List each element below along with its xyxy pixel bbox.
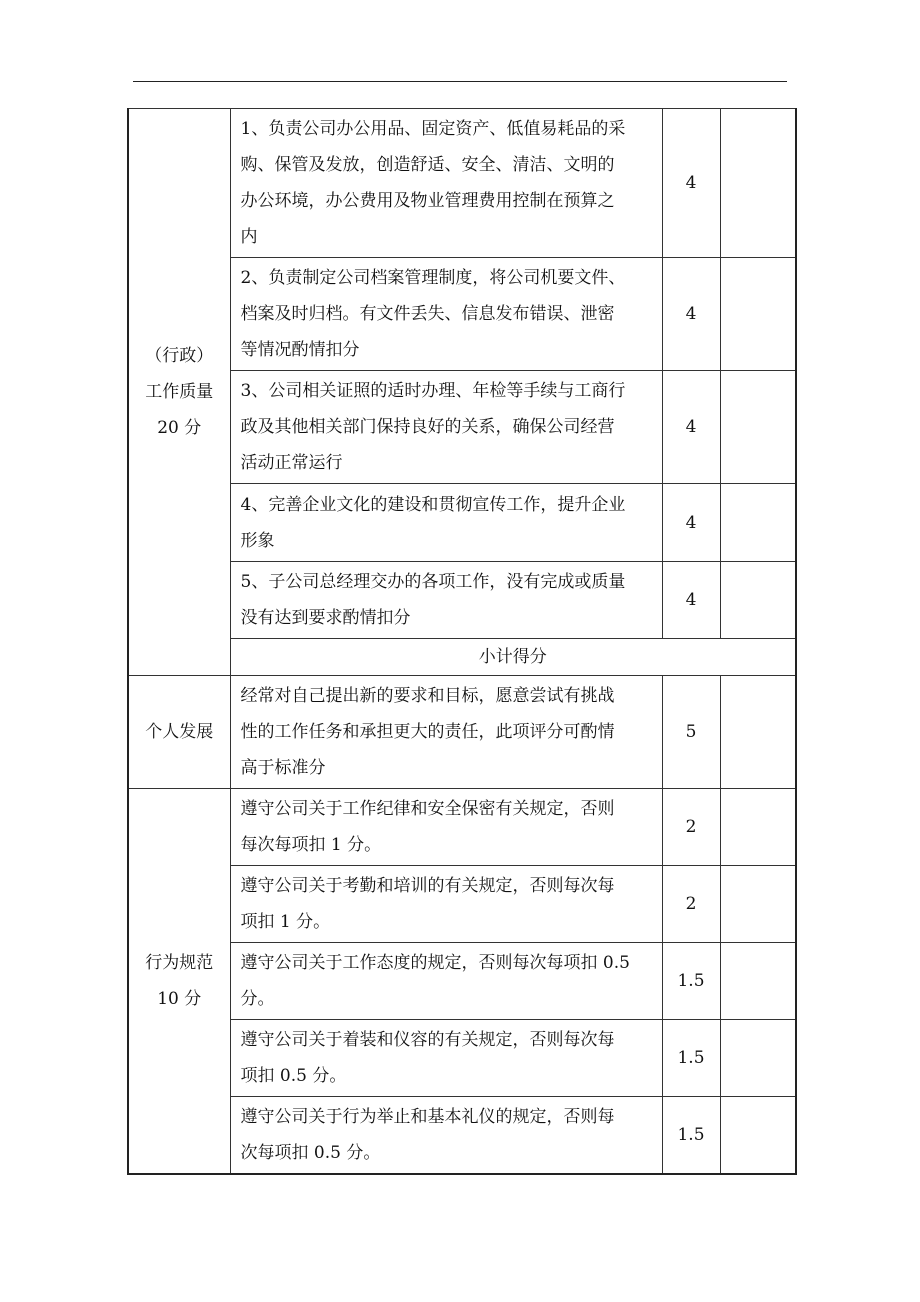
category-quality xyxy=(128,109,230,676)
criterion-line: 项扣 0.5 分。 xyxy=(240,1066,347,1086)
actual-score-cell[interactable] xyxy=(720,371,796,484)
criterion-line: 性的工作任务和承担更大的责任，此项评分可酌情 xyxy=(240,722,615,742)
criterion-line: 1、负责公司办公用品、固定资产、低值易耗品的采 xyxy=(240,119,626,139)
category-label: 行为规范 xyxy=(145,953,214,973)
standard-score: 1.5 xyxy=(662,943,720,1020)
category-label: 工作质量 xyxy=(145,382,214,402)
criterion-text xyxy=(230,484,662,562)
criterion-line: 5、子公司总经理交办的各项工作，没有完成或质量 xyxy=(240,572,626,592)
criterion-text xyxy=(230,562,662,639)
category-label: （行政） xyxy=(145,346,214,366)
criterion-text xyxy=(230,1020,662,1097)
evaluation-table xyxy=(127,108,797,1175)
standard-score: 4 xyxy=(662,258,720,371)
criterion-text xyxy=(230,676,662,789)
table-row xyxy=(128,789,796,866)
criterion-text xyxy=(230,109,662,258)
standard-score: 1.5 xyxy=(662,1020,720,1097)
criterion-line: 等情况酌情扣分 xyxy=(240,340,360,360)
criterion-text xyxy=(230,1097,662,1175)
criterion-line: 项扣 1 分。 xyxy=(240,912,331,932)
criterion-line: 没有达到要求酌情扣分 xyxy=(240,608,411,628)
criterion-line: 遵守公司关于工作纪律和安全保密有关规定，否则 xyxy=(240,799,615,819)
standard-score: 5 xyxy=(662,676,720,789)
criterion-line: 政及其他相关部门保持良好的关系，确保公司经营 xyxy=(240,417,615,437)
criterion-line: 4、完善企业文化的建设和贯彻宣传工作，提升企业 xyxy=(240,494,626,515)
actual-score-cell[interactable] xyxy=(720,866,796,943)
actual-score-cell[interactable] xyxy=(720,1097,796,1175)
subtotal-label: 小计得分 xyxy=(230,639,796,676)
category-development xyxy=(128,676,230,789)
criterion-text xyxy=(230,943,662,1020)
standard-score: 2 xyxy=(662,789,720,866)
criterion-text xyxy=(230,789,662,866)
actual-score-cell[interactable] xyxy=(720,484,796,562)
category-label: 个人发展 xyxy=(145,722,214,742)
criterion-line: 遵守公司关于工作态度的规定，否则每次每项扣 0.5 xyxy=(240,953,630,973)
criterion-line: 3、公司相关证照的适时办理、年检等手续与工商行 xyxy=(240,381,626,401)
criterion-line: 购、保管及发放，创造舒适、安全、清洁、文明的 xyxy=(240,155,615,175)
criterion-text xyxy=(230,258,662,371)
actual-score-cell[interactable] xyxy=(720,109,796,258)
criterion-text xyxy=(230,866,662,943)
actual-score-cell[interactable] xyxy=(720,676,796,789)
criterion-line: 每次每项扣 1 分。 xyxy=(240,835,382,855)
criterion-text xyxy=(230,371,662,484)
standard-score: 1.5 xyxy=(662,1097,720,1175)
header-rule xyxy=(133,81,787,82)
criterion-line: 办公环境，办公费用及物业管理费用控制在预算之 xyxy=(240,191,615,211)
criterion-line: 2、负责制定公司档案管理制度，将公司机要文件、 xyxy=(240,268,626,288)
actual-score-cell[interactable] xyxy=(720,258,796,371)
standard-score: 4 xyxy=(662,562,720,639)
criterion-line: 分。 xyxy=(240,989,275,1009)
standard-score: 4 xyxy=(662,109,720,258)
actual-score-cell[interactable] xyxy=(720,789,796,866)
criterion-line: 次每项扣 0.5 分。 xyxy=(240,1143,381,1163)
category-conduct xyxy=(128,789,230,1175)
standard-score: 4 xyxy=(662,484,720,562)
criterion-line: 档案及时归档。有文件丢失、信息发布错误、泄密 xyxy=(240,304,615,324)
criterion-line: 高于标准分 xyxy=(240,758,326,778)
criterion-line: 形象 xyxy=(240,530,275,551)
table-row xyxy=(128,109,796,258)
criterion-line: 遵守公司关于着装和仪容的有关规定，否则每次每 xyxy=(240,1030,615,1050)
table-row xyxy=(128,676,796,789)
standard-score: 4 xyxy=(662,371,720,484)
actual-score-cell[interactable] xyxy=(720,1020,796,1097)
category-label: 10 分 xyxy=(157,989,202,1009)
criterion-line: 遵守公司关于考勤和培训的有关规定，否则每次每 xyxy=(240,876,615,896)
criterion-line: 经常对自己提出新的要求和目标，愿意尝试有挑战 xyxy=(240,686,615,706)
criterion-line: 遵守公司关于行为举止和基本礼仪的规定，否则每 xyxy=(240,1107,615,1127)
actual-score-cell[interactable] xyxy=(720,562,796,639)
category-label: 20 分 xyxy=(157,418,202,438)
criterion-line: 内 xyxy=(240,227,258,247)
standard-score: 2 xyxy=(662,866,720,943)
actual-score-cell[interactable] xyxy=(720,943,796,1020)
criterion-line: 活动正常运行 xyxy=(240,453,343,473)
